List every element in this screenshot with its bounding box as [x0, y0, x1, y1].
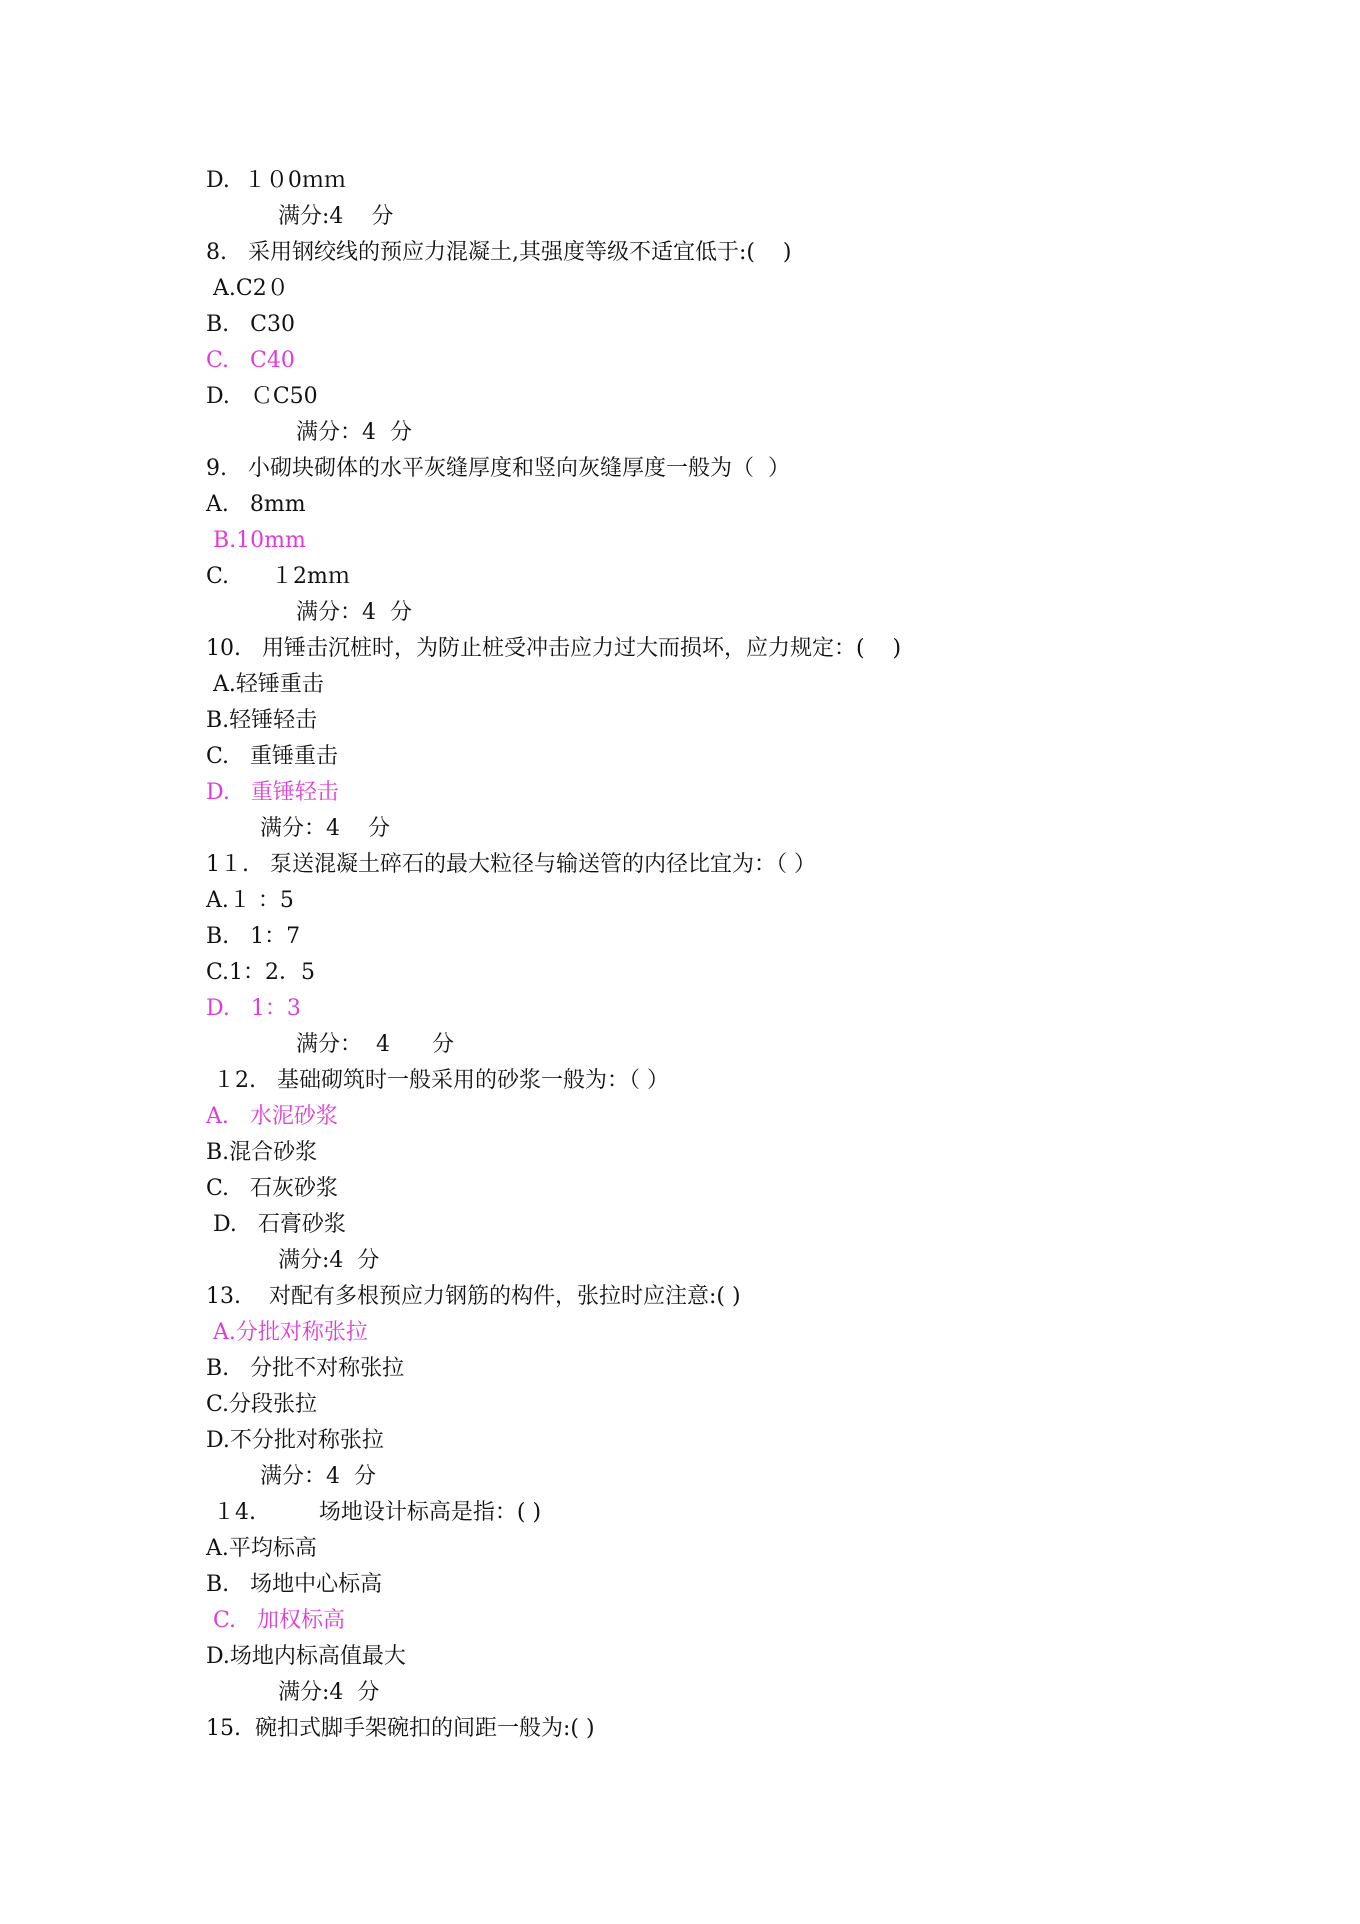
question-12: １2. 基础砌筑时一般采用的砂浆一般为：（ ） [206, 1068, 669, 1093]
option-d-q8: D. ＣC50 [206, 384, 318, 409]
option-b-q12: B.混合砂浆 [206, 1140, 318, 1165]
option-a-q9: A. 8mm [206, 492, 306, 517]
question-13: 13. 对配有多根预应力钢筋的构件，张拉时应注意:( ) [206, 1284, 741, 1309]
question-10: 10. 用锤击沉桩时，为防止桩受冲击应力过大而损坏，应力规定：( ) [206, 636, 902, 661]
option-c-q9: C. １2mｍ [206, 564, 350, 589]
option-c-q11: C.1：2．5 [206, 960, 316, 985]
option-b-q13: B. 分批不对称张拉 [206, 1356, 405, 1381]
score-line-q7: 满分:4 分 [278, 204, 394, 229]
option-d-q12: D. 石膏砂浆 [206, 1212, 346, 1237]
option-d-q10-answer: D. 重锤轻击 [206, 780, 339, 805]
option-a-q13-answer: A.分批对称张拉 [206, 1320, 368, 1345]
score-line-q8: 满分：4 分 [296, 420, 412, 445]
option-c-q8-answer: C. C40 [206, 348, 295, 373]
option-b-q9-answer: B.10mm [206, 528, 306, 553]
option-b-q10: B.轻锤轻击 [206, 708, 318, 733]
option-a-q14: A.平均标高 [206, 1536, 317, 1561]
option-c-q14-answer: C. 加权标高 [206, 1608, 346, 1633]
question-14: １4. 场地设计标高是指：( ) [206, 1500, 542, 1525]
option-d-q7: D. １０0ｍｍ [206, 168, 346, 193]
score-line-q13: 满分：4 分 [260, 1464, 376, 1489]
question-15: 15. 碗扣式脚手架碗扣的间距一般为:( ) [206, 1716, 595, 1741]
option-c-q13: C.分段张拉 [206, 1392, 318, 1417]
question-8: 8. 采用钢绞线的预应力混凝土,其强度等级不适宜低于:( ) [206, 240, 792, 265]
option-b-q8: B. C30 [206, 312, 295, 337]
option-c-q10: C. 重锤重击 [206, 744, 339, 769]
score-line-q14: 满分:4 分 [278, 1680, 380, 1705]
score-line-q12: 满分:4 分 [278, 1248, 380, 1273]
score-line-q9: 满分：4 分 [296, 600, 412, 625]
option-c-q12: C. 石灰砂浆 [206, 1176, 339, 1201]
option-a-q11: A.１ ：5 [206, 888, 294, 913]
option-d-q14: D.场地内标高值最大 [206, 1644, 406, 1669]
option-d-q11-answer: D. 1：3 [206, 996, 301, 1021]
question-11: 1１. 泵送混凝土碎石的最大粒径与输送管的内径比宜为：（ ） [206, 852, 816, 877]
option-a-q10: A.轻锤重击 [206, 672, 324, 697]
score-line-q10: 满分：4 分 [260, 816, 390, 841]
option-b-q11: B. 1：7 [206, 924, 301, 949]
option-b-q14: B. 场地中心标高 [206, 1572, 383, 1597]
score-line-q11: 满分： 4 分 [296, 1032, 454, 1057]
option-a-q8: A.C2０ [206, 276, 289, 301]
question-9: 9. 小砌块砌体的水平灰缝厚度和竖向灰缝厚度一般为（ ） [206, 456, 790, 481]
option-d-q13: D.不分批对称张拉 [206, 1428, 384, 1453]
option-a-q12-answer: A. 水泥砂浆 [206, 1104, 338, 1129]
